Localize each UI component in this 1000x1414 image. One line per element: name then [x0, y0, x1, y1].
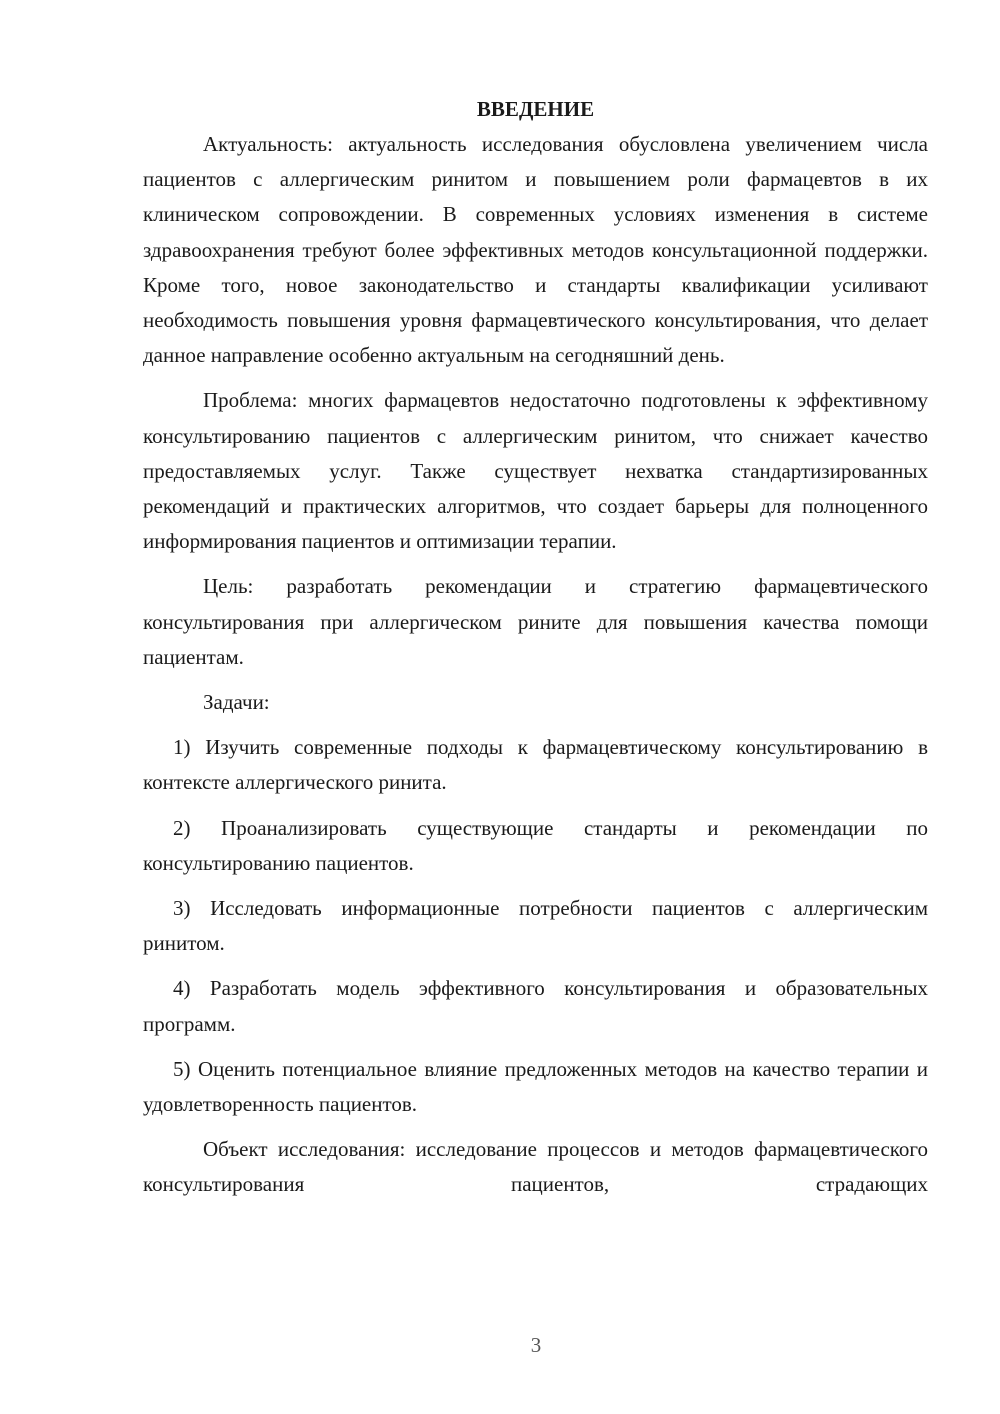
page-number: 3: [530, 1333, 542, 1357]
tasks-heading: Задачи:: [203, 690, 270, 715]
task-item-1: 1) Изучить современные подходы к фармацевтическому консультированию в контексте аллергического ринита.: [143, 735, 928, 795]
task-item-4: 4) Разработать модель эффективного консультирования и образовательных программ.: [143, 976, 928, 1036]
document-page: [143, 92, 928, 1213]
paragraph-relevance: Актуальность: актуальность исследования обусловлена увеличением числа пациентов с аллергическим ринитом и повышением роли фармацевтов в их клиническом сопровождении. В современных условиях изменения в системе здравоохранения требуют более эффективных методов консультационной поддержки. Кроме того, новое законодательство и стандарты квалификации усиливают необходимость повышения уровня фармацевтического консультирования, что делает данное направление особенно актуальным на сегодняшний день.: [143, 132, 928, 368]
task-item-3: 3) Исследовать информационные потребности пациентов с аллергическим ринитом.: [143, 896, 928, 956]
task-item-2: 2) Проанализировать существующие стандарты и рекомендации по консультированию пациентов.: [143, 815, 928, 875]
task-item-5: 5) Оценить потенциальное влияние предложенных методов на качество терапии и удовлетворенность пациентов.: [143, 1056, 928, 1117]
paragraph-goal: Цель: разработать рекомендации и стратегию фармацевтического консультирования при аллергическом рините для повышения качества помощи пациентам.: [143, 574, 928, 669]
paragraph-problem: Проблема: многих фармацевтов недостаточно подготовлены к эффективному консультированию пациентов с аллергическим ринитом, что снижает качество предоставляемых услуг. Также существует нехватка стандартизированных рекомендаций и практических алгоритмов, что создает барьеры для полноценного информирования пациентов и оптимизации терапии.: [143, 388, 928, 554]
paragraph-object: Объект исследования: исследование процессов и методов фармацевтического консультирования пациентов, страдающих: [143, 1137, 928, 1197]
section-title: ВВЕДЕНИЕ: [476, 97, 595, 121]
